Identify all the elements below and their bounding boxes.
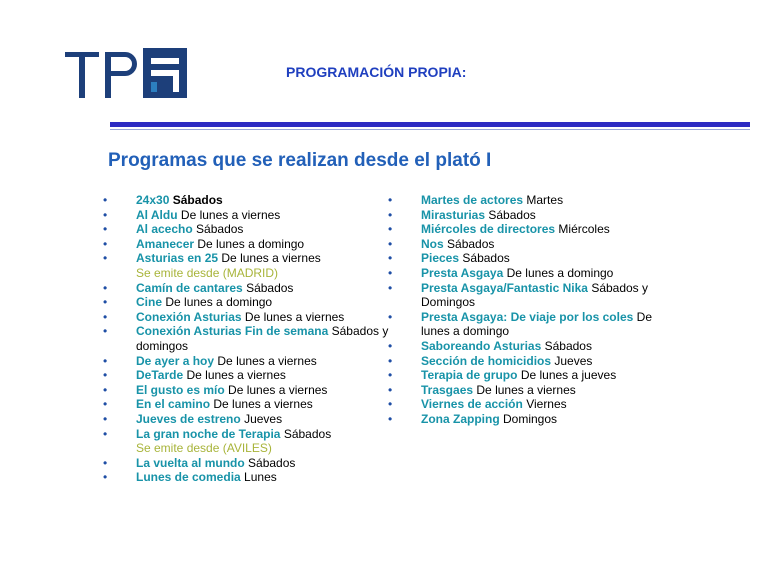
bullet-icon: • xyxy=(103,426,108,441)
program-name: Nos xyxy=(421,236,444,251)
program-schedule: Sábados y Domingos xyxy=(421,280,649,310)
program-name: Conexión Asturias xyxy=(136,309,242,324)
program-schedule: Sábados xyxy=(196,222,244,237)
program-schedule: De lunes a domingo xyxy=(421,309,653,339)
program-schedule: De lunes a jueves xyxy=(520,368,617,383)
bullet-icon: • xyxy=(103,397,108,412)
program-name: Miércoles de directores xyxy=(421,222,556,237)
bullet-icon: • xyxy=(103,309,108,324)
program-item xyxy=(388,222,678,237)
program-name: Cine xyxy=(136,295,163,310)
program-item xyxy=(103,281,393,296)
program-name: Saboreando Asturias xyxy=(421,338,542,353)
program-name: La gran noche de Terapia xyxy=(136,426,281,441)
program-schedule: Sábados xyxy=(462,251,510,266)
program-schedule: Jueves xyxy=(244,411,283,426)
program-schedule: Sábados xyxy=(447,236,495,251)
bullet-icon: • xyxy=(388,309,393,324)
program-name: Viernes de acción xyxy=(421,397,523,412)
bullet-icon: • xyxy=(388,251,393,266)
program-name: Zona Zapping xyxy=(421,411,500,426)
program-item xyxy=(388,281,678,310)
tpa-logo xyxy=(55,38,195,108)
program-schedule: Martes xyxy=(526,193,564,207)
slide-title: PROGRAMACIÓN PROPIA: xyxy=(286,64,467,80)
bullet-icon: • xyxy=(103,236,108,251)
program-item xyxy=(388,193,678,208)
bullet-icon: • xyxy=(103,382,108,397)
program-name: Trasgaes xyxy=(421,382,474,397)
bullet-icon: • xyxy=(103,295,108,310)
program-name: Jueves de estreno xyxy=(136,411,241,426)
bullet-icon: • xyxy=(388,397,393,412)
program-item xyxy=(388,266,678,281)
program-name: Al acecho xyxy=(136,222,193,237)
program-schedule: Lunes xyxy=(244,470,277,485)
bullet-icon: • xyxy=(103,353,108,368)
program-name: Pieces xyxy=(421,251,460,266)
program-schedule: De lunes a viernes xyxy=(213,397,313,412)
program-item xyxy=(388,368,678,383)
program-schedule: Domingos xyxy=(503,411,558,426)
program-location-note: Se emite desde (MADRID) xyxy=(136,265,279,280)
bullet-icon: • xyxy=(388,411,393,426)
program-item xyxy=(388,412,678,427)
program-item xyxy=(103,354,393,369)
program-item xyxy=(103,251,393,280)
program-schedule: Sábados xyxy=(488,207,536,222)
program-item xyxy=(103,383,393,398)
header-divider xyxy=(110,122,750,127)
program-item xyxy=(388,310,678,339)
program-item xyxy=(103,397,393,412)
program-schedule: Sábados y domingos xyxy=(136,324,389,353)
program-item xyxy=(103,456,393,471)
program-item xyxy=(103,310,393,325)
bullet-icon: • xyxy=(388,193,393,207)
program-schedule: Sábados xyxy=(172,193,223,207)
program-schedule: De lunes a viernes xyxy=(186,368,286,383)
program-schedule: De lunes a viernes xyxy=(217,353,317,368)
program-schedule: De lunes a viernes xyxy=(180,207,281,222)
program-name: Conexión Asturias Fin de semana xyxy=(136,324,329,339)
program-name: En el camino xyxy=(136,397,211,412)
program-name: Asturias en 25 xyxy=(136,251,219,266)
bullet-icon: • xyxy=(103,222,108,237)
program-item xyxy=(103,193,393,208)
bullet-icon: • xyxy=(388,236,393,251)
program-location-note: Se emite desde (AVILES) xyxy=(136,441,272,456)
bullet-icon: • xyxy=(103,455,108,470)
program-schedule: De lunes a domingo xyxy=(165,295,273,310)
program-item xyxy=(103,470,393,485)
program-item xyxy=(103,237,393,252)
program-name: Presta Asgaya xyxy=(421,265,504,280)
bullet-icon: • xyxy=(388,265,393,280)
program-schedule: Miércoles xyxy=(558,222,610,237)
program-item xyxy=(103,368,393,383)
program-item xyxy=(103,324,393,353)
program-name: Al Aldu xyxy=(136,207,178,222)
program-name: La vuelta al mundo xyxy=(136,455,245,470)
program-name: Lunes de comedia xyxy=(136,470,241,485)
program-item xyxy=(103,427,393,456)
bullet-icon: • xyxy=(103,280,108,295)
program-item xyxy=(388,339,678,354)
program-item xyxy=(388,237,678,252)
header-divider-thin xyxy=(110,129,750,130)
program-name: De ayer a hoy xyxy=(136,353,215,368)
program-item xyxy=(103,222,393,237)
program-name: Terapia de grupo xyxy=(421,368,518,383)
program-item xyxy=(103,208,393,223)
section-subtitle: Programas que se realizan desde el plató I xyxy=(108,150,492,171)
program-schedule: Sábados xyxy=(248,455,296,470)
program-schedule: De lunes a viernes xyxy=(228,382,328,397)
bullet-icon: • xyxy=(103,207,108,222)
bullet-icon: • xyxy=(103,470,108,485)
program-schedule: Sábados xyxy=(544,338,592,353)
program-name: Amanecer xyxy=(136,236,195,251)
program-schedule: De lunes a domingo xyxy=(197,236,305,251)
bullet-icon: • xyxy=(388,353,393,368)
program-schedule: De lunes a viernes xyxy=(221,251,321,266)
right-program-list xyxy=(388,193,678,427)
program-schedule: Sábados xyxy=(283,426,332,441)
bullet-icon: • xyxy=(388,222,393,237)
left-program-list xyxy=(103,193,393,485)
program-name: El gusto es mío xyxy=(136,382,225,397)
bullet-icon: • xyxy=(388,207,393,222)
program-name: 24x30 xyxy=(136,193,170,207)
program-schedule: De lunes a domingo xyxy=(506,265,614,280)
program-schedule: Jueves xyxy=(554,353,593,368)
program-item xyxy=(103,295,393,310)
program-item xyxy=(388,383,678,398)
program-schedule: Viernes xyxy=(526,397,567,412)
program-item xyxy=(103,412,393,427)
bullet-icon: • xyxy=(103,368,108,383)
bullet-icon: • xyxy=(388,338,393,353)
program-item xyxy=(388,251,678,266)
program-item xyxy=(388,208,678,223)
program-item xyxy=(388,397,678,412)
program-name: Camín de cantares xyxy=(136,280,243,295)
program-name: Martes de actores xyxy=(421,193,524,207)
program-name: Presta Asgaya/Fantastic Nika xyxy=(421,280,588,295)
program-name: Mirasturias xyxy=(421,207,486,222)
bullet-icon: • xyxy=(388,368,393,383)
program-name: Sección de homicidios xyxy=(421,353,552,368)
program-schedule: De lunes a viernes xyxy=(244,309,345,324)
bullet-icon: • xyxy=(103,324,108,339)
tpa-logo-mark xyxy=(55,38,195,108)
bullet-icon: • xyxy=(388,280,393,295)
bullet-icon: • xyxy=(103,251,108,266)
program-item xyxy=(388,354,678,369)
bullet-icon: • xyxy=(388,382,393,397)
program-schedule: Sábados xyxy=(246,280,294,295)
program-name: DeTarde xyxy=(136,368,184,383)
bullet-icon: • xyxy=(103,193,108,207)
bullet-icon: • xyxy=(103,411,108,426)
program-schedule: De lunes a viernes xyxy=(476,382,576,397)
program-name: Presta Asgaya: De viaje por los coles xyxy=(421,309,634,324)
